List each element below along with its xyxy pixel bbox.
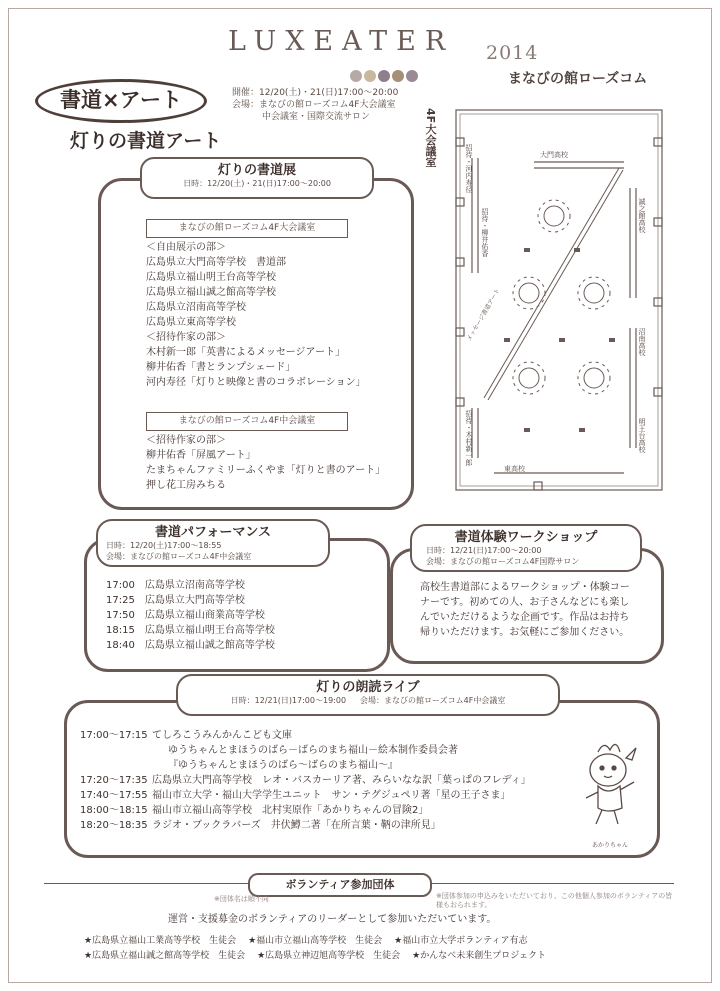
group-item: ★かんなべ未来創生プロジェクト [412, 951, 547, 961]
reading-header [176, 674, 560, 716]
description-line: ナーです。初めての人、お子さんなどにも楽し [420, 597, 630, 608]
performance-header [96, 519, 330, 567]
group-item: ★福山市立福山高等学校 生徒会 [248, 936, 383, 946]
volunteer-note: ※団体名は順不同 [214, 895, 269, 903]
plan-label: 沼南高校 [638, 328, 646, 356]
reading-program [80, 728, 531, 833]
schedule-row [106, 578, 275, 593]
group-item: ★福山市立大学ボランティア有志 [394, 936, 528, 946]
program-text: 広島県立大門高等学校 レオ・バスカーリア著、みらいなな訳「葉っぱのフレディ」 [152, 775, 531, 786]
exhibition-title: 灯りの書道展 [217, 163, 296, 178]
group-row [84, 949, 546, 964]
venue-name: まなびの館ローズコム [508, 71, 648, 87]
plan-label: 東高校 [504, 465, 525, 473]
room2-label: まなびの館ローズコム4F中会議室 [146, 412, 348, 431]
list-item: ＜招待作家の部＞ [146, 435, 226, 446]
list-item: 広島県立沼南高等学校 [146, 302, 246, 313]
year: 2014 [486, 42, 539, 64]
program-time: 17:40～17:55 [80, 790, 148, 801]
volunteer-title: ボランティア参加団体 [248, 873, 432, 897]
workshop-title: 書道体験ワークショップ [454, 530, 598, 545]
schedule-row [106, 593, 275, 608]
dot-icon [406, 70, 418, 82]
group-row [84, 934, 546, 949]
program-row [80, 818, 531, 833]
program-row [80, 788, 531, 803]
event-meta [232, 87, 398, 123]
program-text: 『ゆうちゃんとまほうのばら～ばらのまち福山～』 [168, 760, 398, 771]
list-item: 広島県立大門高等学校 書道部 [146, 257, 286, 268]
room2-list [146, 433, 385, 493]
workshop-header [410, 524, 642, 572]
category-badge: 書道×アート [35, 79, 207, 123]
list-item: 広島県立福山誠之館高等学校 [146, 287, 276, 298]
performance-date: 日時：12/20(土)17:00～18:55 [106, 541, 222, 550]
logo-dots [350, 67, 420, 86]
schedule-time: 17:50 [106, 610, 135, 621]
schedule-row [106, 608, 275, 623]
plan-label: 招待・木村新一郎 [465, 410, 473, 466]
plan-label: 招待・柳井佑香 [481, 208, 489, 257]
program-time: 18:00～18:15 [80, 805, 148, 816]
dot-icon [350, 70, 362, 82]
list-item: 柳井佑香「屏風アート」 [146, 450, 256, 461]
event-venue-extra: 中会議室・国際交流サロン [262, 112, 371, 122]
floor-plan [424, 98, 674, 502]
room-name: 4F大会議室 [424, 108, 437, 168]
program-text: てしろこうみんかんこども文庫 [152, 730, 292, 741]
program-row [80, 758, 531, 773]
schedule-school: 広島県立大門高等学校 [144, 595, 245, 606]
program-text: 福山市立福山高等学校 北村実原作「あかりちゃんの冒険2」 [152, 805, 429, 816]
plan-label: 明王台高校 [638, 418, 646, 453]
workshop-venue: 会場：まなびの館ローズコム4F国際サロン [426, 557, 580, 566]
program-row [80, 743, 531, 758]
plan-label: メッセージ書道アート [465, 287, 502, 343]
event-date: 開催：12/20(土)・21(日)17:00～20:00 [232, 88, 399, 98]
schedule-school: 広島県立福山誠之館高等学校 [144, 640, 275, 651]
schedule-time: 18:40 [106, 640, 135, 651]
group-item: ★広島県立神辺旭高等学校 生徒会 [257, 951, 401, 961]
list-item: 柳井佑香「書とランプシェード」 [146, 362, 296, 373]
reading-meta [178, 695, 558, 706]
description-line: んでいただけるような企画です。作品はお持ち [420, 612, 630, 623]
program-text: 福山市立大学・福山大学学生ユニット サン・テグジュペリ著「星の王子さま」 [152, 790, 511, 801]
schedule-school: 広島県立福山商業高等学校 [144, 610, 265, 621]
list-item: 広島県立東高等学校 [146, 317, 236, 328]
reading-title: 灯りの朗読ライブ [316, 680, 420, 695]
list-item: 押し花工房みちる [146, 480, 226, 491]
reading-date: 日時：12/21(日)17:00～19:00 [230, 696, 347, 705]
group-item: ★広島県立福山工業高等学校 生徒会 [84, 936, 237, 946]
program-text: ゆうちゃんとまほうのばら－ばらのまち福山－絵本制作委員会著 [168, 745, 458, 756]
mascot-icon [576, 738, 648, 838]
dot-icon [378, 70, 390, 82]
program-row [80, 728, 531, 743]
exhibition-date: 日時：12/20(土)・21(日)17:00～20:00 [183, 179, 331, 188]
program-time: 18:20～18:35 [80, 820, 148, 831]
main-title: 灯りの書道アート [70, 130, 222, 152]
group-item: ★広島県立福山誠之館高等学校 生徒会 [84, 951, 246, 961]
list-item: 河内寿径「灯りと映像と書のコラボレーション」 [146, 377, 366, 388]
volunteer-note-right: ※団体参加の申込みをいただいており、この他個人参加のボランティアの皆様もおられます。 [436, 892, 673, 909]
program-text: ラジオ・ブックラバーズ 井伏鱒二著「在所言葉・鞆の津所見」 [152, 820, 441, 831]
performance-title: 書道パフォーマンス [155, 525, 271, 540]
schedule-school: 広島県立沼南高等学校 [144, 580, 245, 591]
room1-list [146, 240, 366, 390]
schedule-school: 広島県立福山明王台高等学校 [144, 625, 275, 636]
plan-label: 誠之館高校 [638, 198, 646, 233]
list-item: ＜招待作家の部＞ [146, 332, 226, 343]
schedule-row [106, 638, 275, 653]
exhibition-header [140, 157, 374, 199]
plan-label: 招待・河内寿径 [465, 144, 473, 193]
volunteer-groups [84, 934, 546, 964]
performance-schedule [106, 578, 275, 653]
reading-venue: 会場：まなびの館ローズコム4F中会議室 [360, 696, 506, 705]
performance-venue: 会場：まなびの館ローズコム4F中会議室 [106, 552, 252, 561]
program-time: 17:00～17:15 [80, 730, 148, 741]
dot-icon [392, 70, 404, 82]
mascot-name: あかりちゃん [592, 842, 629, 849]
list-item: ＜自由展示の部＞ [146, 242, 226, 253]
event-venue: 会場：まなびの館ローズコム4F大会議室 [232, 100, 396, 110]
plan-label: 大門高校 [540, 151, 568, 159]
list-item: 広島県立福山明王台高等学校 [146, 272, 276, 283]
list-item: たまちゃんファミリーふくやま「灯りと書のアート」 [146, 465, 386, 476]
schedule-time: 17:00 [106, 580, 135, 591]
volunteer-lead: 運営・支援募金のボランティアのリーダーとして参加いただいています。 [168, 914, 497, 925]
list-item: 木村新一郎「英書によるメッセージアート」 [146, 347, 346, 358]
workshop-description [420, 580, 630, 640]
dot-icon [364, 70, 376, 82]
room1-label: まなびの館ローズコム4F大会議室 [146, 219, 348, 238]
logo-text: LUXEATER [228, 26, 455, 57]
description-line: 高校生書道部によるワークショップ・体験コー [420, 582, 630, 593]
program-time: 17:20～17:35 [80, 775, 148, 786]
workshop-date: 日時：12/21(日)17:00～20:00 [426, 546, 542, 555]
program-row [80, 803, 531, 818]
schedule-row [106, 623, 275, 638]
schedule-time: 18:15 [106, 625, 135, 636]
schedule-time: 17:25 [106, 595, 135, 606]
description-line: 帰りいただけます。お気軽にご参加ください。 [420, 627, 630, 638]
program-row [80, 773, 531, 788]
